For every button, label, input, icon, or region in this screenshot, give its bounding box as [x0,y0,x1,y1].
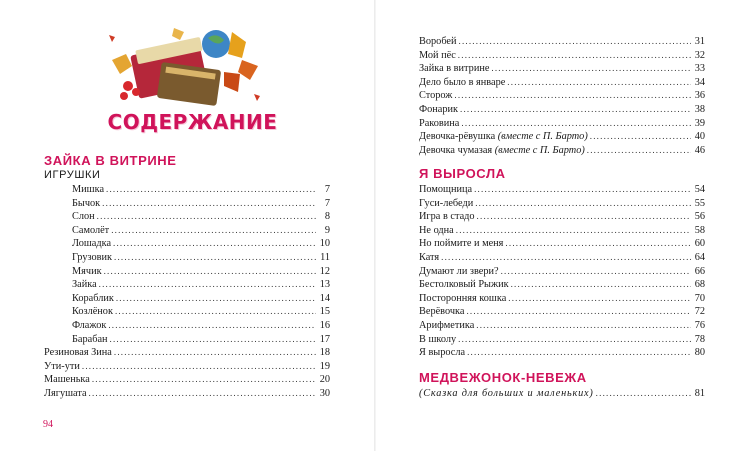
page-number: 94 [43,419,53,430]
toc-leader-dots [460,103,691,117]
toc-page-number: 32 [694,49,705,61]
toc-page-number: 60 [694,238,705,250]
toc-leader-dots [458,49,691,63]
toc-entry [72,305,330,319]
section-heading-medvezhonok: МЕДВЕЖОНОК-НЕВЕЖА [419,370,587,385]
toc-leader-dots [467,346,691,360]
section-heading-ya-vyrosla: Я ВЫРОСЛА [419,166,506,181]
toc-entry-title: Бычок [72,197,101,209]
toc-entry-title: Мячик [72,265,102,277]
toc-entry-title: Воробей [419,36,457,47]
toc-entry [72,224,330,238]
toc-leader-dots [114,251,316,265]
toc-page-number: 7 [324,184,330,195]
toc-entry-title: Козлёнок [72,306,113,318]
toc-leader-dots [508,292,691,306]
toc-entry [419,49,705,63]
toc-page-number: 55 [694,197,705,209]
toc-leader-dots [466,305,691,319]
toc-leader-dots [587,144,691,158]
toc-page-number: 14 [319,292,330,304]
toc-leader-dots [113,237,316,251]
toc-page-number: 16 [319,319,330,331]
toc-leader-dots [456,224,691,238]
toc-entry-title: Ути-ути [44,360,80,372]
toc-entry [419,265,705,279]
toc-leader-dots [106,183,316,197]
books-and-leaves-illustration [104,20,264,110]
toc-entry [419,103,705,117]
toc-entry [419,237,705,251]
toc-entry-title: Думают ли звери? [419,265,499,277]
toc-leader-dots [454,89,691,103]
toc-entry [419,224,705,238]
toc-entry-title: Зайка [72,279,97,291]
toc-entry-title: Машенька [44,374,90,386]
toc-entry-title: Я выросла [419,347,466,359]
toc-entry [419,319,705,333]
toc-leader-dots [474,183,691,197]
toc-leader-dots [501,265,691,279]
toc-entry-title: Посторонняя кошка [419,292,507,304]
toc-entry [72,319,330,333]
toc-leader-dots [477,210,691,224]
toc-entry [44,346,330,360]
toc-leader-dots [505,237,691,251]
toc-entry [419,130,705,144]
toc-entry [419,387,705,401]
toc-entry [419,292,705,306]
toc-page-number: 39 [694,117,705,129]
toc-page-number: 17 [319,333,330,345]
toc-entry-title: Резиновая Зина [44,347,112,358]
toc-entry [72,265,330,279]
toc-page-number: 8 [324,211,330,223]
toc-entry [419,183,705,197]
toc-entry-title: Барабан [72,333,108,345]
toc-page-number: 66 [694,265,705,277]
toc-entry [419,117,705,131]
toc-page-number: 33 [694,63,705,75]
toc-leader-dots [114,346,316,360]
toc-entry-title: Гуси-лебеди [419,197,474,209]
toc-leader-dots [102,197,316,211]
toc-entry-title: Кораблик [72,292,114,304]
toc-leader-dots [511,278,691,292]
toc-leader-dots [475,197,691,211]
toc-entry-title: Дело было в январе [419,76,506,88]
toc-page-number: 78 [694,333,705,345]
toc-entry-title: В школу [419,333,457,345]
subsection-heading-toys: ИГРУШКИ [44,169,101,181]
toc-entry [419,35,705,49]
toc-page-number: 76 [694,319,705,331]
toc-leader-dots [108,319,316,333]
toc-entry-title: Бестолковый Рыжик [419,279,509,291]
toc-leader-dots [458,333,691,347]
toc-entry [419,251,705,265]
toc-leader-dots [110,333,316,347]
toc-leader-dots [596,387,691,401]
toc-page-number: 7 [324,197,330,209]
toc-entry-title: Помощница [419,184,473,195]
toc-page-number: 31 [694,36,705,47]
toc-entry [44,373,330,387]
toc-entry [44,387,330,401]
toc-page-number: 34 [694,76,705,88]
toc-entry [419,89,705,103]
toc-leader-dots [92,373,316,387]
toc-entry [419,305,705,319]
toc-entry-title: Мой пёс [419,49,456,61]
toc-entry [72,292,330,306]
toc-page-number: 30 [319,387,330,399]
toc-entry [419,333,705,347]
toc-leader-dots [82,360,316,374]
toc-page-number: 46 [694,144,705,156]
toc-page-number: 10 [319,238,330,250]
section-heading-zaika: ЗАЙКА В ВИТРИНЕ [44,153,177,168]
toc-leader-dots [507,76,691,90]
toc-entry-title: Флажок [72,319,107,331]
toc-entry-title: Лошадка [72,238,112,250]
toc-page-number: 15 [319,306,330,318]
toc-entry-title: Арифметика [419,319,475,331]
toc-entry [72,183,330,197]
toc-entry [419,197,705,211]
toc-leader-dots [111,224,316,238]
toc-page-number: 9 [324,224,330,236]
toys-toc-list [72,183,330,346]
top-toc-list [419,35,705,157]
toc-entry [72,197,330,211]
toc-entry-note: (вместе с П. Барто) [497,131,588,143]
toc-entry-title: Девочка чумазая (вместе с П. Барто) [419,144,585,156]
toc-entry [72,278,330,292]
toc-entry [419,76,705,90]
toc-page-number: 36 [694,90,705,102]
toc-entry [72,333,330,347]
toc-page-number: 18 [319,347,330,358]
toc-entry-title: Раковина [419,117,460,129]
toc-entry [72,251,330,265]
toc-entry [419,346,705,360]
toc-leader-dots [89,387,316,401]
toc-entry-title: Сторож [419,90,453,102]
toc-leader-dots [441,251,691,265]
toc-entry [72,210,330,224]
toc-page-number: 68 [694,279,705,291]
toc-page-number: 19 [319,360,330,372]
toc-leader-dots [491,62,691,76]
toc-entry-title: Лягушата [44,387,87,399]
other-toc-list [44,346,330,400]
toc-entry [419,278,705,292]
toc-entry-title: Игра в стадо [419,211,475,223]
toc-entry [419,144,705,158]
toc-page-number: 13 [319,279,330,291]
toc-leader-dots [116,292,316,306]
toc-entry-title: Верёвочка [419,306,465,318]
toc-entry-title: Девочка-рёвушка (вместе с П. Барто) [419,131,588,143]
toc-entry-title: Слон [72,211,95,223]
toc-page-number: 38 [694,103,705,115]
toc-page-number: 70 [694,292,705,304]
toc-page-number: 11 [320,251,330,263]
toc-leader-dots [590,130,691,144]
section2-toc-list [419,183,705,360]
section3-toc-list [419,387,705,401]
toc-entry [419,62,705,76]
toc-entry-title: Мишка [72,184,105,195]
toc-entry-title: Самолёт [72,224,110,236]
toc-page-number: 58 [694,224,705,236]
toc-page-number: 20 [319,374,330,386]
toc-leader-dots [476,319,691,333]
toc-page-number: 80 [694,347,705,359]
toc-entry-title: Фонарик [419,103,459,115]
toc-entry-title: Зайка в витрине [419,63,490,75]
toc-leader-dots [115,305,316,319]
toc-page-number: 72 [694,306,705,318]
toc-entry-title: (Сказка для больших и маленьких) [419,388,594,399]
right-page [375,0,750,451]
toc-entry-title: Но поймите и меня [419,238,504,250]
toc-leader-dots [97,210,316,224]
toc-entry-title: Не одна [419,224,454,236]
toc-page-number: 64 [694,251,705,263]
toc-page-number: 54 [694,184,705,195]
toc-page-number: 56 [694,211,705,223]
toc-entry-title: Грузовик [72,251,112,263]
contents-title: СОДЕРЖАНИЕ [107,110,278,134]
toc-entry-title: Катя [419,251,440,263]
toc-entry [72,237,330,251]
toc-leader-dots [461,117,691,131]
toc-page-number: 81 [694,388,705,399]
toc-entry [44,360,330,374]
toc-leader-dots [99,278,316,292]
toc-entry-note: (вместе с П. Барто) [494,144,585,156]
toc-page-number: 12 [319,265,330,277]
toc-entry [419,210,705,224]
toc-leader-dots [459,35,692,49]
toc-leader-dots [104,265,316,279]
toc-page-number: 40 [694,131,705,143]
